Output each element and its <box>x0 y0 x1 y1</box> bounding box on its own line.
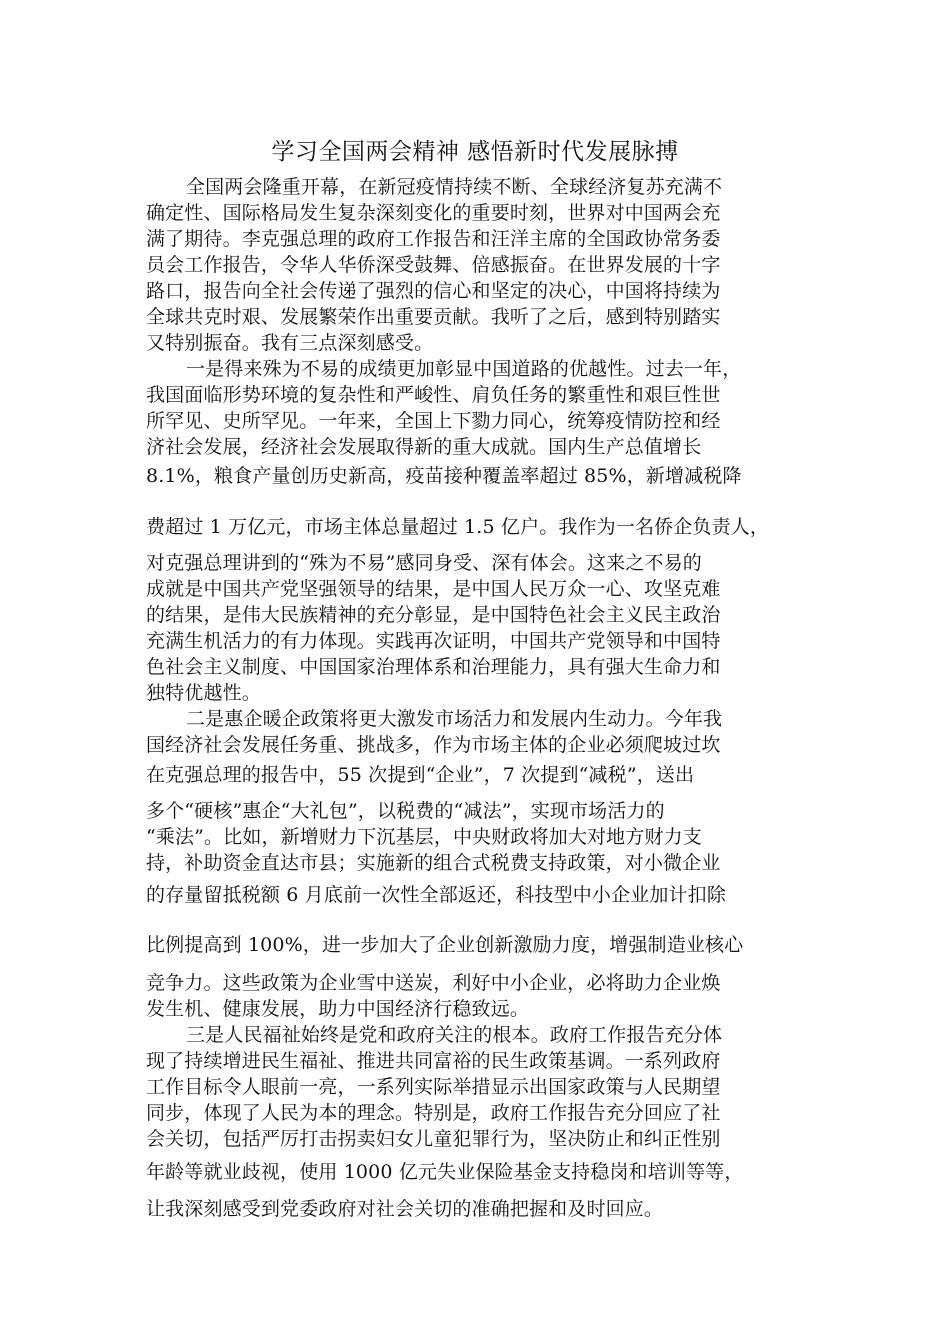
text-line: 充满生机活力的有力体现。实践再次证明，中国共产党领导和中国特 <box>146 630 721 652</box>
text-line: 满了期待。李克强总理的政府工作报告和汪洋主席的全国政协常务委 <box>146 228 721 250</box>
text-line: 成就是中国共产党坚强领导的结果，是中国人民万众一心、攻坚克难 <box>146 578 721 600</box>
text-line: “乘法”。比如，新增财力下沉基层，中央财政将加大对地方财力支 <box>146 826 702 848</box>
text-line: 国经济社会发展任务重、挑战多，作为市场主体的企业必须爬坡过坎 <box>146 734 721 756</box>
text-line: 会关切，包括严厉打击拐卖妇女儿童犯罪行为，坚决防止和纠正性别 <box>146 1128 721 1150</box>
text-line: 多个“硬核”惠企“大礼包”，以税费的“减法”，实现市场活力的 <box>146 800 665 822</box>
text-line: 三是人民福祉始终是党和政府关注的根本。政府工作报告充分体 <box>186 1024 723 1046</box>
text-line: 济社会发展，经济社会发展取得新的重大成就。国内生产总值增长 <box>146 436 702 458</box>
text-line: 在克强总理的报告中，55 次提到“企业”，7 次提到“减税”，送出 <box>146 764 695 786</box>
text-line: 二是惠企暖企政策将更大激发市场活力和发展内生动力。今年我 <box>186 708 723 730</box>
text-line: 费超过 1 万亿元，市场主体总量超过 1.5 亿户。我作为一名侨企负责人， <box>146 516 770 538</box>
text-line: 路口，报告向全社会传递了强烈的信心和坚定的决心，中国将持续为 <box>146 280 721 302</box>
text-line: 的存量留抵税额 6 月底前一次性全部返还，科技型中小企业加计扣除 <box>146 884 726 906</box>
text-line: 确定性、国际格局发生复杂深刻变化的重要时刻，世界对中国两会充 <box>146 202 721 224</box>
text-line: 全国两会隆重开幕，在新冠疫情持续不断、全球经济复苏充满不 <box>186 176 723 198</box>
text-line: 一是得来殊为不易的成绩更加彰显中国道路的优越性。过去一年， <box>186 358 742 380</box>
text-line: 让我深刻感受到党委政府对社会关切的准确把握和及时回应。 <box>146 1198 664 1220</box>
text-line: 现了持续增进民生福祉、推进共同富裕的民生政策基调。一系列政府 <box>146 1050 721 1072</box>
text-line: 我国面临形势环境的复杂性和严峻性、肩负任务的繁重性和艰巨性世 <box>146 384 721 406</box>
text-line: 员会工作报告，令华人华侨深受鼓舞、倍感振奋。在世界发展的十字 <box>146 254 721 276</box>
text-line: 持，补助资金直达市县；实施新的组合式税费支持政策，对小微企业 <box>146 852 721 874</box>
text-line: 工作目标令人眼前一亮，一系列实际举措显示出国家政策与人民期望 <box>146 1076 721 1098</box>
text-line: 对克强总理讲到的“殊为不易”感同身受、深有体会。这来之不易的 <box>146 552 702 574</box>
text-line: 所罕见、史所罕见。一年来，全国上下勠力同心，统筹疫情防控和经 <box>146 410 721 432</box>
text-line: 又特别振奋。我有三点深刻感受。 <box>146 332 434 354</box>
text-line: 全球共克时艰、发展繁荣作出重要贡献。我听了之后，感到特别踏实 <box>146 306 721 328</box>
text-line: 8.1%，粮食产量创历史新高，疫苗接种覆盖率超过 85%，新增减税降 <box>146 465 742 487</box>
text-line: 色社会主义制度、中国国家治理体系和治理能力，具有强大生命力和 <box>146 656 721 678</box>
text-line: 同步，体现了人民为本的理念。特别是，政府工作报告充分回应了社 <box>146 1102 721 1124</box>
text-line: 发生机、健康发展，助力中国经济行稳致远。 <box>146 998 530 1020</box>
text-line: 比例提高到 100%，进一步加大了企业创新激励力度，增强制造业核心 <box>146 934 744 956</box>
text-line: 独特优越性。 <box>146 682 261 704</box>
text-line: 年龄等就业歧视，使用 1000 亿元失业保险基金支持稳岗和培训等等， <box>146 1161 744 1183</box>
text-line: 竞争力。这些政策为企业雪中送炭，利好中小企业，必将助力企业焕 <box>146 972 721 994</box>
text-line: 的结果，是伟大民族精神的充分彰显，是中国特色社会主义民主政治 <box>146 604 721 626</box>
document-title: 学习全国两会精神 感悟新时代发展脉搏 <box>271 139 679 165</box>
